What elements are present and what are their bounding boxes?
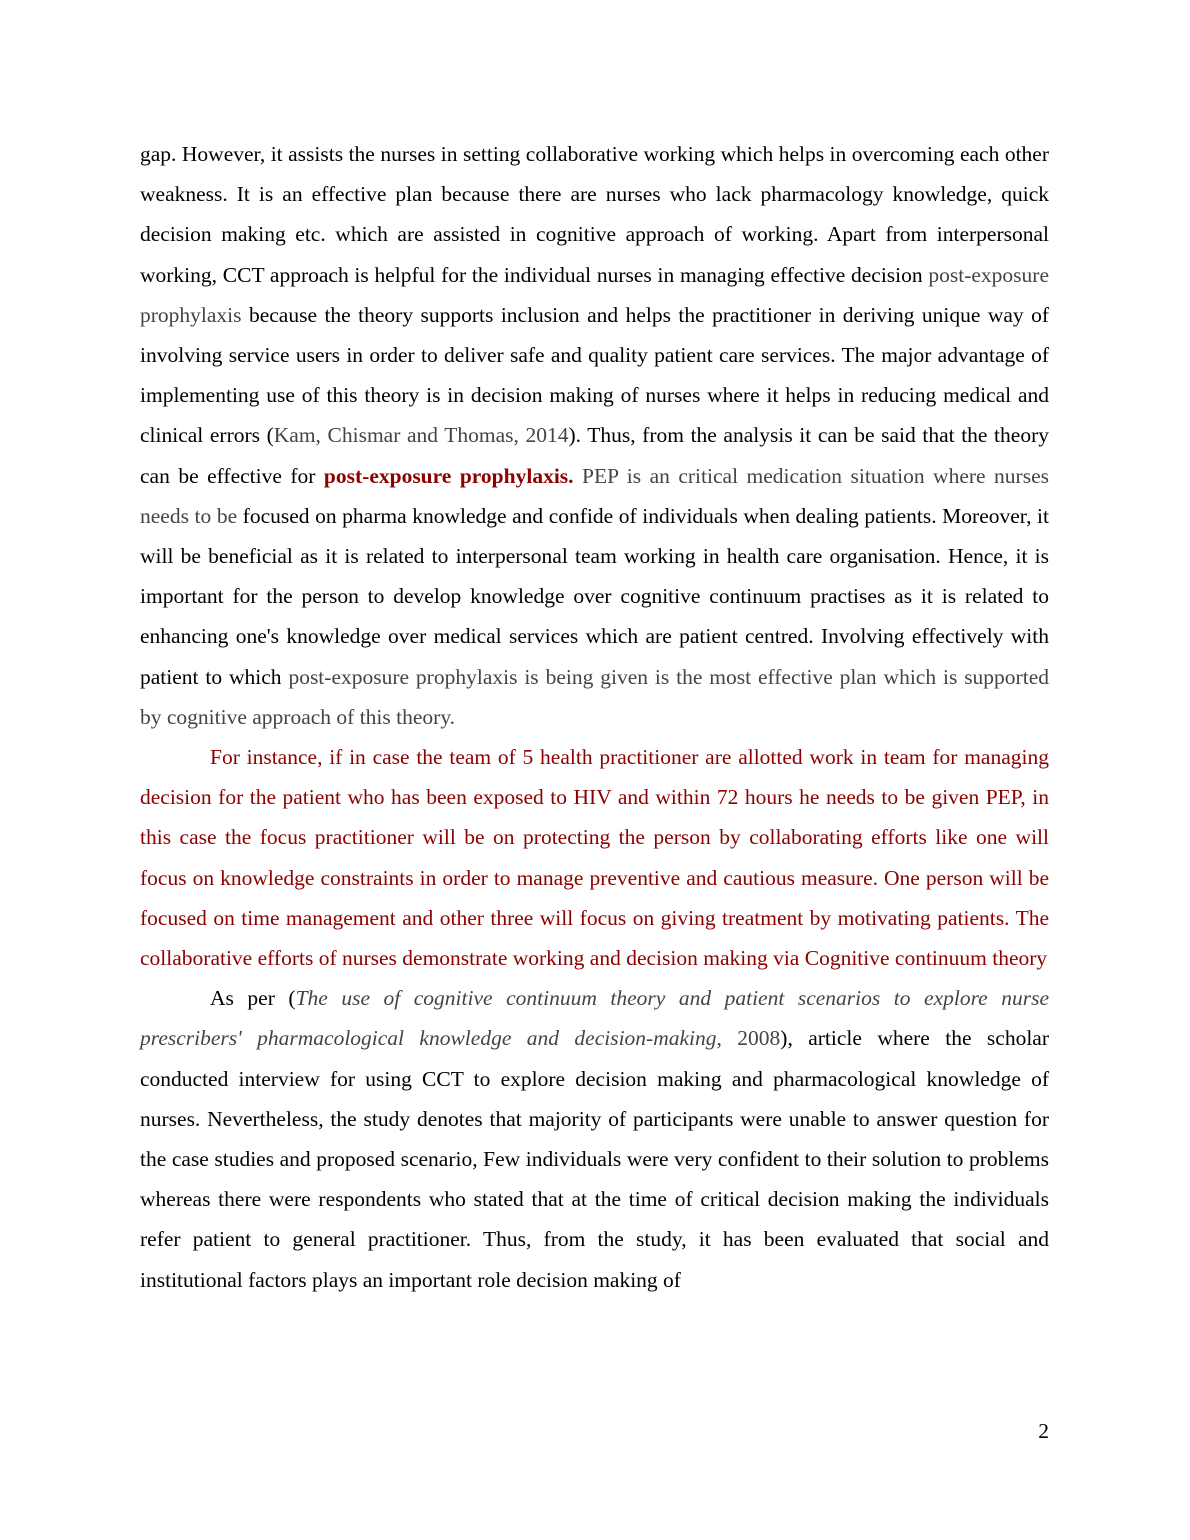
paragraph-3 bbox=[140, 978, 1049, 1300]
p1-text-2: because the theory supports inclusion and helps the practitioner in deriving unique way of involving service users in order to deliver safe and quality patient care services. The major advantage of implementing use of this theory is in decision making of nurses where it helps in reducing medical and clinical errors ( bbox=[140, 302, 1049, 448]
p1-text-4: focused on pharma knowledge and confide of individuals when dealing patients. Moreover, it will be beneficial as it is related to interpersonal team working in health care organisation. Hence, it is important for the person to develop knowledge over cognitive continuum practises as it is related to enhancing one's knowledge over medical services which are patient centred. Involving effectively with patient to which bbox=[140, 503, 1049, 689]
p2-text: For instance, if in case the team of 5 health practitioner are allotted work in team for managing decision for the patient who has been exposed to HIV and within 72 hours he needs to be given PEP, in this case the focus practitioner will be on protecting the person by collaborating efforts like one will focus on knowledge constraints in order to manage preventive and cautious measure. One person will be focused on time management and other three will focus on giving treatment by motivating patients. The collaborative efforts of nurses demonstrate working and decision making via Cognitive continuum theory bbox=[140, 745, 1049, 971]
p1-citation-kam: Kam, Chismar and Thomas, 2014 bbox=[273, 423, 569, 448]
body-text bbox=[140, 134, 1049, 1300]
p1-term-pep-bold: post-exposure prophylaxis. bbox=[323, 463, 574, 488]
p3-article-title: The use of cognitive continuum theory and patient scenarios to explore nurse prescribers' pharmacological knowledge and decision-making bbox=[140, 986, 1049, 1051]
p1-term-pep-1: post-exposure prophylaxis bbox=[140, 262, 1049, 327]
p1-space bbox=[574, 464, 582, 488]
p1-term-pep-2: post-exposure prophylaxis is being given is the most effective plan which is supported by cognitive approach of this theory. bbox=[140, 664, 1049, 729]
p1-text-3: ). Thus, from the analysis it can be said that the theory can be effective for bbox=[140, 423, 1049, 488]
p3-text-2: ), article where the scholar conducted interview for using CCT to explore decision making and pharmacological knowledge of nurses. Nevertheless, the study denotes that majority of participants were unable to answer question for the case studies and proposed scenario, Few individuals were very confident to their solution to problems whereas there were respondents who stated that at the time of critical decision making the individuals refer patient to general practitioner. Thus, from the study, it has been evaluated that social and institutional factors plays an important role decision making of bbox=[140, 1026, 1049, 1292]
p1-text-1: gap. However, it assists the nurses in setting collaborative working which helps in overcoming each other weakness. It is an effective plan because there are nurses who lack pharmacology knowledge, quick decision making etc. which are assisted in cognitive approach of working. Apart from interpersonal working, CCT approach is helpful for the individual nurses in managing effective decision bbox=[140, 142, 1049, 287]
p3-text-1: As per ( bbox=[210, 986, 296, 1011]
p1-pep-critical: PEP is an critical medication situation where nurses needs to be bbox=[140, 463, 1049, 528]
page-number: 2 bbox=[1038, 1419, 1049, 1443]
paragraph-2 bbox=[140, 737, 1049, 978]
paragraph-1 bbox=[140, 134, 1049, 737]
p3-article-year: , 2008 bbox=[716, 1026, 781, 1051]
